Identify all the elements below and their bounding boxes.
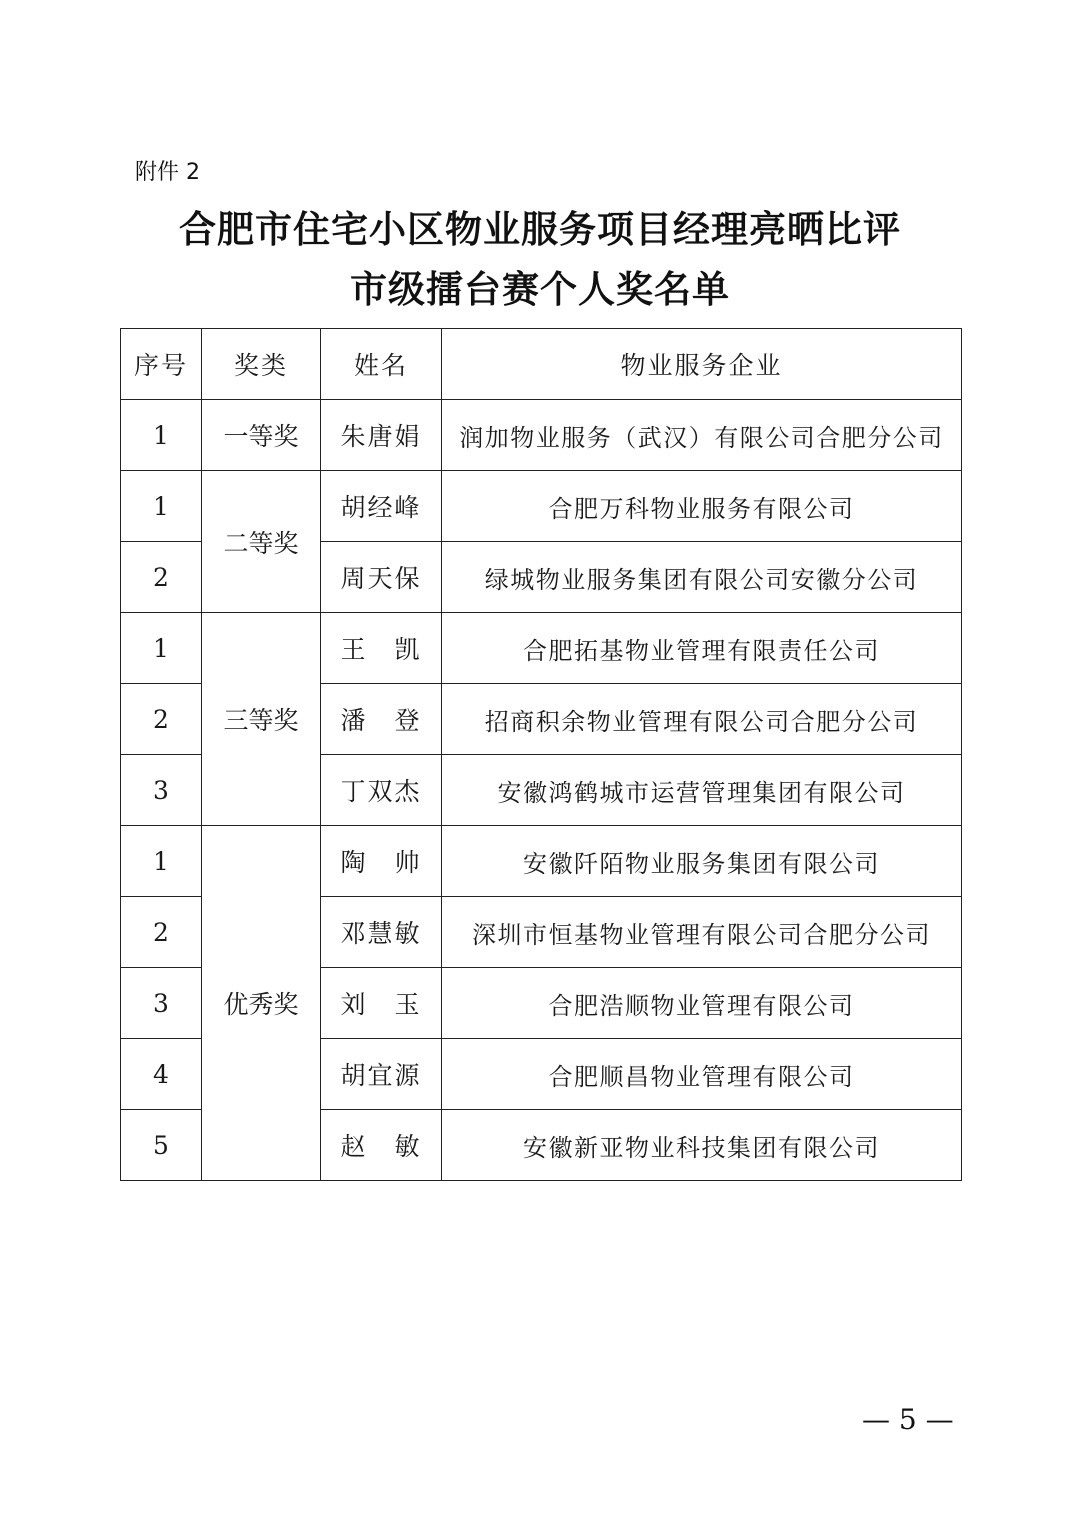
company-name: 合肥浩顺物业管理有限公司 bbox=[442, 968, 962, 1039]
header-seq: 序号 bbox=[121, 329, 202, 400]
page-number: — 5 — bbox=[862, 1403, 954, 1436]
table-header-row bbox=[121, 329, 962, 400]
company-name: 合肥万科物业服务有限公司 bbox=[442, 471, 962, 542]
winner-name: 朱唐娟 bbox=[321, 400, 442, 471]
header-company: 物业服务企业 bbox=[442, 329, 962, 400]
winner-name: 胡经峰 bbox=[321, 471, 442, 542]
row-seq: 1 bbox=[121, 613, 202, 684]
winner-name: 刘 玉 bbox=[321, 968, 442, 1039]
row-seq: 4 bbox=[121, 1039, 202, 1110]
row-seq: 1 bbox=[121, 471, 202, 542]
table-row bbox=[121, 826, 962, 897]
company-name: 安徽新亚物业科技集团有限公司 bbox=[442, 1110, 962, 1181]
company-name: 招商积余物业管理有限公司合肥分公司 bbox=[442, 684, 962, 755]
row-seq: 1 bbox=[121, 826, 202, 897]
company-name: 润加物业服务（武汉）有限公司合肥分公司 bbox=[442, 400, 962, 471]
award-category: 一等奖 bbox=[202, 400, 321, 471]
company-name: 合肥拓基物业管理有限责任公司 bbox=[442, 613, 962, 684]
company-name: 绿城物业服务集团有限公司安徽分公司 bbox=[442, 542, 962, 613]
winner-name: 王 凯 bbox=[321, 613, 442, 684]
table-row bbox=[121, 613, 962, 684]
row-seq: 3 bbox=[121, 755, 202, 826]
document-title-line-1: 合肥市住宅小区物业服务项目经理亮晒比评 bbox=[179, 207, 901, 251]
row-seq: 5 bbox=[121, 1110, 202, 1181]
award-category: 二等奖 bbox=[202, 471, 321, 613]
row-seq: 1 bbox=[121, 400, 202, 471]
row-seq: 2 bbox=[121, 897, 202, 968]
award-table bbox=[120, 328, 962, 1181]
winner-name: 胡宜源 bbox=[321, 1039, 442, 1110]
winner-name: 丁双杰 bbox=[321, 755, 442, 826]
document-title-line-2: 市级擂台赛个人奖名单 bbox=[350, 267, 730, 311]
row-seq: 2 bbox=[121, 542, 202, 613]
winner-name: 赵 敏 bbox=[321, 1110, 442, 1181]
winner-name: 邓慧敏 bbox=[321, 897, 442, 968]
company-name: 安徽鸿鹤城市运营管理集团有限公司 bbox=[442, 755, 962, 826]
company-name: 合肥顺昌物业管理有限公司 bbox=[442, 1039, 962, 1110]
attachment-label: 附件 2 bbox=[135, 160, 200, 185]
row-seq: 2 bbox=[121, 684, 202, 755]
company-name: 深圳市恒基物业管理有限公司合肥分公司 bbox=[442, 897, 962, 968]
company-name: 安徽阡陌物业服务集团有限公司 bbox=[442, 826, 962, 897]
header-name: 姓名 bbox=[321, 329, 442, 400]
award-category: 三等奖 bbox=[202, 613, 321, 826]
table-row bbox=[121, 400, 962, 471]
winner-name: 潘 登 bbox=[321, 684, 442, 755]
header-award: 奖类 bbox=[202, 329, 321, 400]
winner-name: 陶 帅 bbox=[321, 826, 442, 897]
winner-name: 周天保 bbox=[321, 542, 442, 613]
award-category: 优秀奖 bbox=[202, 826, 321, 1181]
row-seq: 3 bbox=[121, 968, 202, 1039]
table-row bbox=[121, 471, 962, 542]
